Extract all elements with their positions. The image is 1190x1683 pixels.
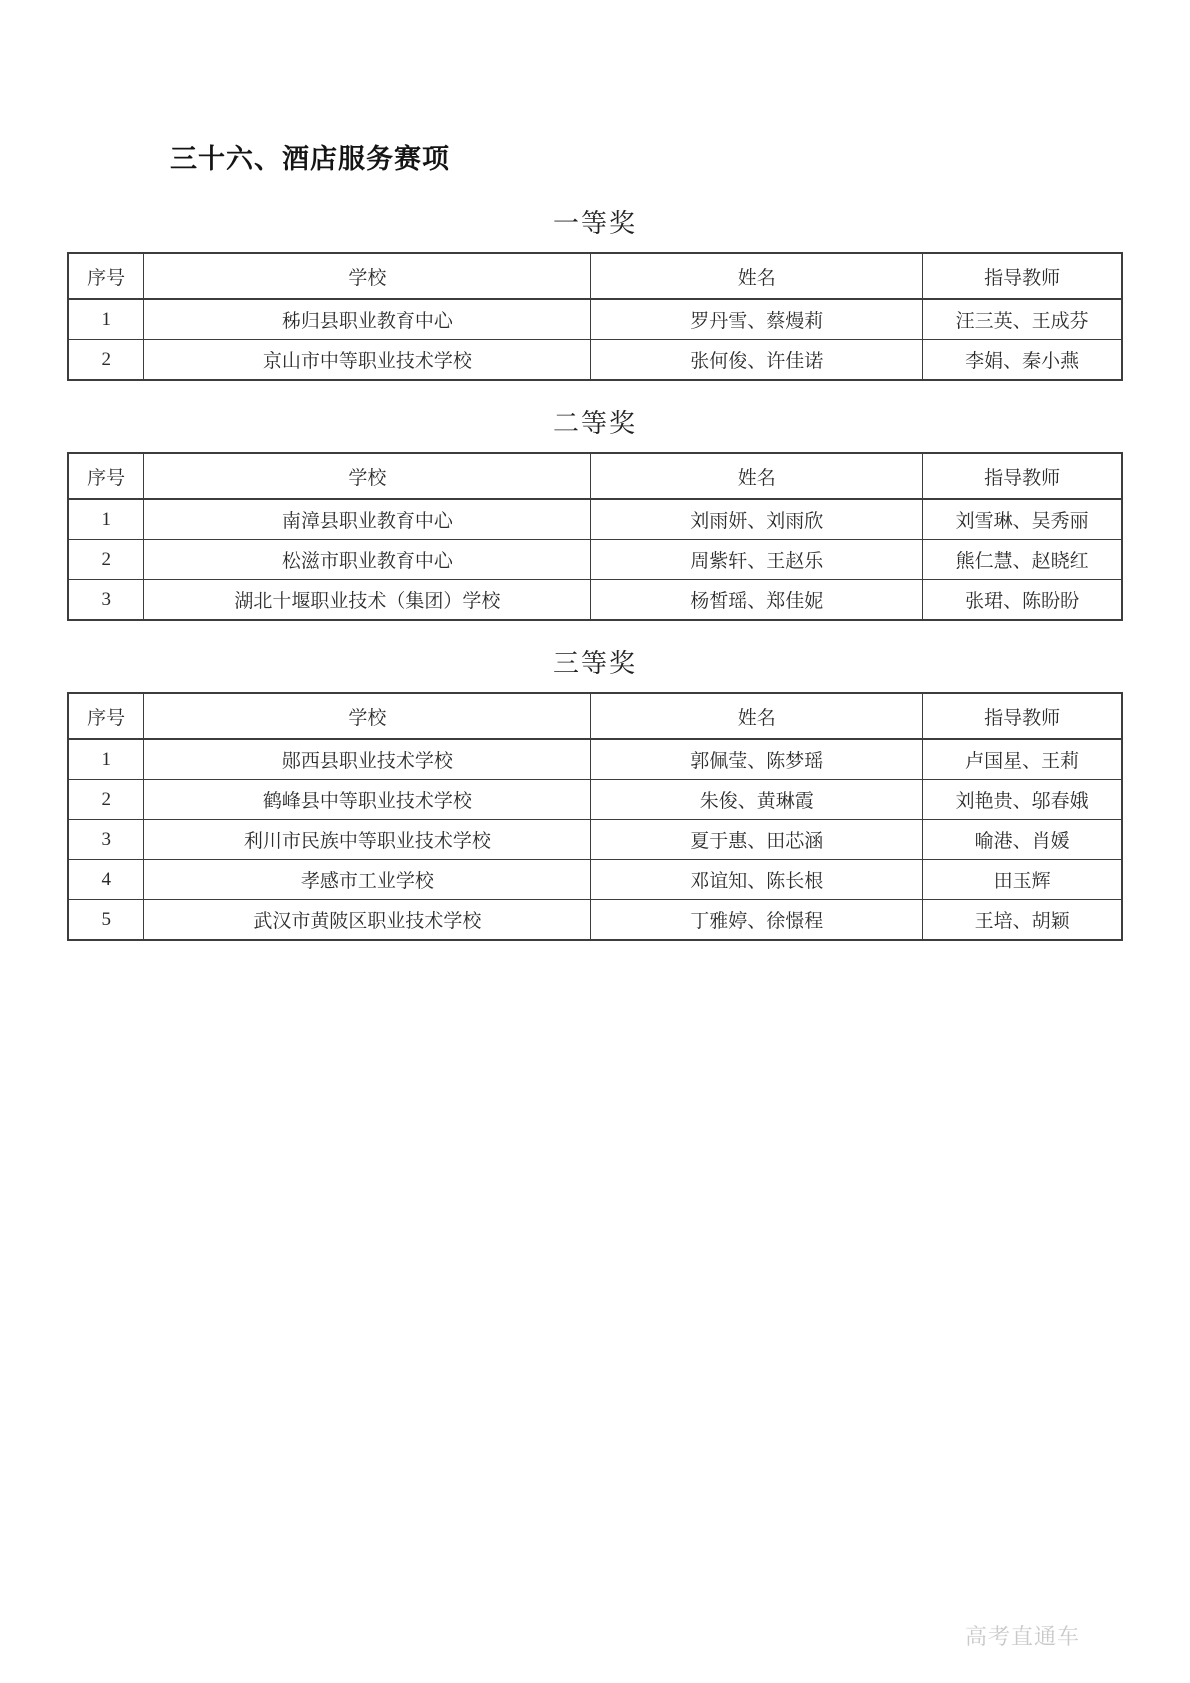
cell-index: 3 bbox=[68, 820, 144, 860]
column-header-index: 序号 bbox=[68, 253, 144, 299]
cell-teacher: 田玉辉 bbox=[923, 860, 1122, 900]
section-heading: 一等奖 bbox=[552, 209, 637, 238]
cell-names: 张何俊、许佳诺 bbox=[591, 340, 923, 381]
cell-names: 刘雨妍、刘雨欣 bbox=[591, 499, 923, 540]
cell-teacher: 卢国星、王莉 bbox=[923, 739, 1122, 780]
table-row bbox=[68, 580, 1122, 621]
column-header-index: 序号 bbox=[68, 693, 144, 739]
table-row bbox=[68, 739, 1122, 780]
table-row bbox=[68, 900, 1122, 941]
cell-teacher: 喻港、肖媛 bbox=[923, 820, 1122, 860]
cell-school: 京山市中等职业技术学校 bbox=[144, 340, 591, 381]
cell-names: 朱俊、黄琳霞 bbox=[591, 780, 923, 820]
cell-index: 1 bbox=[68, 739, 144, 780]
cell-names: 周紫轩、王赵乐 bbox=[591, 540, 923, 580]
cell-index: 5 bbox=[68, 900, 144, 941]
watermark-text: 高考直通车 bbox=[964, 1624, 1080, 1649]
cell-names: 邓谊知、陈长根 bbox=[591, 860, 923, 900]
cell-teacher: 熊仁慧、赵晓红 bbox=[923, 540, 1122, 580]
column-header-names: 姓名 bbox=[591, 253, 923, 299]
cell-school: 湖北十堰职业技术（集团）学校 bbox=[144, 580, 591, 621]
column-header-school: 学校 bbox=[144, 253, 591, 299]
section-heading: 三等奖 bbox=[552, 649, 637, 678]
table-row bbox=[68, 860, 1122, 900]
table-row bbox=[68, 540, 1122, 580]
table-row bbox=[68, 499, 1122, 540]
cell-teacher: 李娟、秦小燕 bbox=[923, 340, 1122, 381]
column-header-names: 姓名 bbox=[591, 453, 923, 499]
cell-school: 鹤峰县中等职业技术学校 bbox=[144, 780, 591, 820]
column-header-teacher: 指导教师 bbox=[923, 253, 1122, 299]
cell-teacher: 刘艳贵、邬春娥 bbox=[923, 780, 1122, 820]
cell-school: 南漳县职业教育中心 bbox=[144, 499, 591, 540]
column-header-school: 学校 bbox=[144, 693, 591, 739]
column-header-teacher: 指导教师 bbox=[923, 453, 1122, 499]
cell-names: 郭佩莹、陈梦瑶 bbox=[591, 739, 923, 780]
cell-index: 3 bbox=[68, 580, 144, 621]
cell-teacher: 汪三英、王成芬 bbox=[923, 299, 1122, 340]
cell-teacher: 张珺、陈盼盼 bbox=[923, 580, 1122, 621]
cell-index: 4 bbox=[68, 860, 144, 900]
award-table bbox=[67, 252, 1123, 381]
cell-index: 1 bbox=[68, 499, 144, 540]
cell-school: 郧西县职业技术学校 bbox=[144, 739, 591, 780]
table-row bbox=[68, 299, 1122, 340]
award-sections bbox=[0, 207, 1190, 941]
table-header-row bbox=[68, 693, 1122, 739]
cell-names: 罗丹雪、蔡熳莉 bbox=[591, 299, 923, 340]
cell-names: 杨皙瑶、郑佳妮 bbox=[591, 580, 923, 621]
cell-school: 孝感市工业学校 bbox=[144, 860, 591, 900]
table-row bbox=[68, 340, 1122, 381]
cell-names: 丁雅婷、徐憬程 bbox=[591, 900, 923, 941]
cell-school: 利川市民族中等职业技术学校 bbox=[144, 820, 591, 860]
award-table bbox=[67, 452, 1123, 621]
cell-names: 夏于惠、田芯涵 bbox=[591, 820, 923, 860]
section-heading: 二等奖 bbox=[552, 409, 637, 438]
cell-index: 1 bbox=[68, 299, 144, 340]
cell-index: 2 bbox=[68, 780, 144, 820]
table-header-row bbox=[68, 253, 1122, 299]
column-header-index: 序号 bbox=[68, 453, 144, 499]
cell-teacher: 王培、胡颖 bbox=[923, 900, 1122, 941]
cell-index: 2 bbox=[68, 540, 144, 580]
cell-school: 秭归县职业教育中心 bbox=[144, 299, 591, 340]
page-title: 三十六、酒店服务赛项 bbox=[170, 144, 450, 174]
award-table bbox=[67, 692, 1123, 941]
table-row bbox=[68, 780, 1122, 820]
cell-school: 松滋市职业教育中心 bbox=[144, 540, 591, 580]
cell-index: 2 bbox=[68, 340, 144, 381]
cell-teacher: 刘雪琳、吴秀丽 bbox=[923, 499, 1122, 540]
column-header-teacher: 指导教师 bbox=[923, 693, 1122, 739]
table-row bbox=[68, 820, 1122, 860]
cell-school: 武汉市黄陂区职业技术学校 bbox=[144, 900, 591, 941]
table-header-row bbox=[68, 453, 1122, 499]
column-header-school: 学校 bbox=[144, 453, 591, 499]
column-header-names: 姓名 bbox=[591, 693, 923, 739]
